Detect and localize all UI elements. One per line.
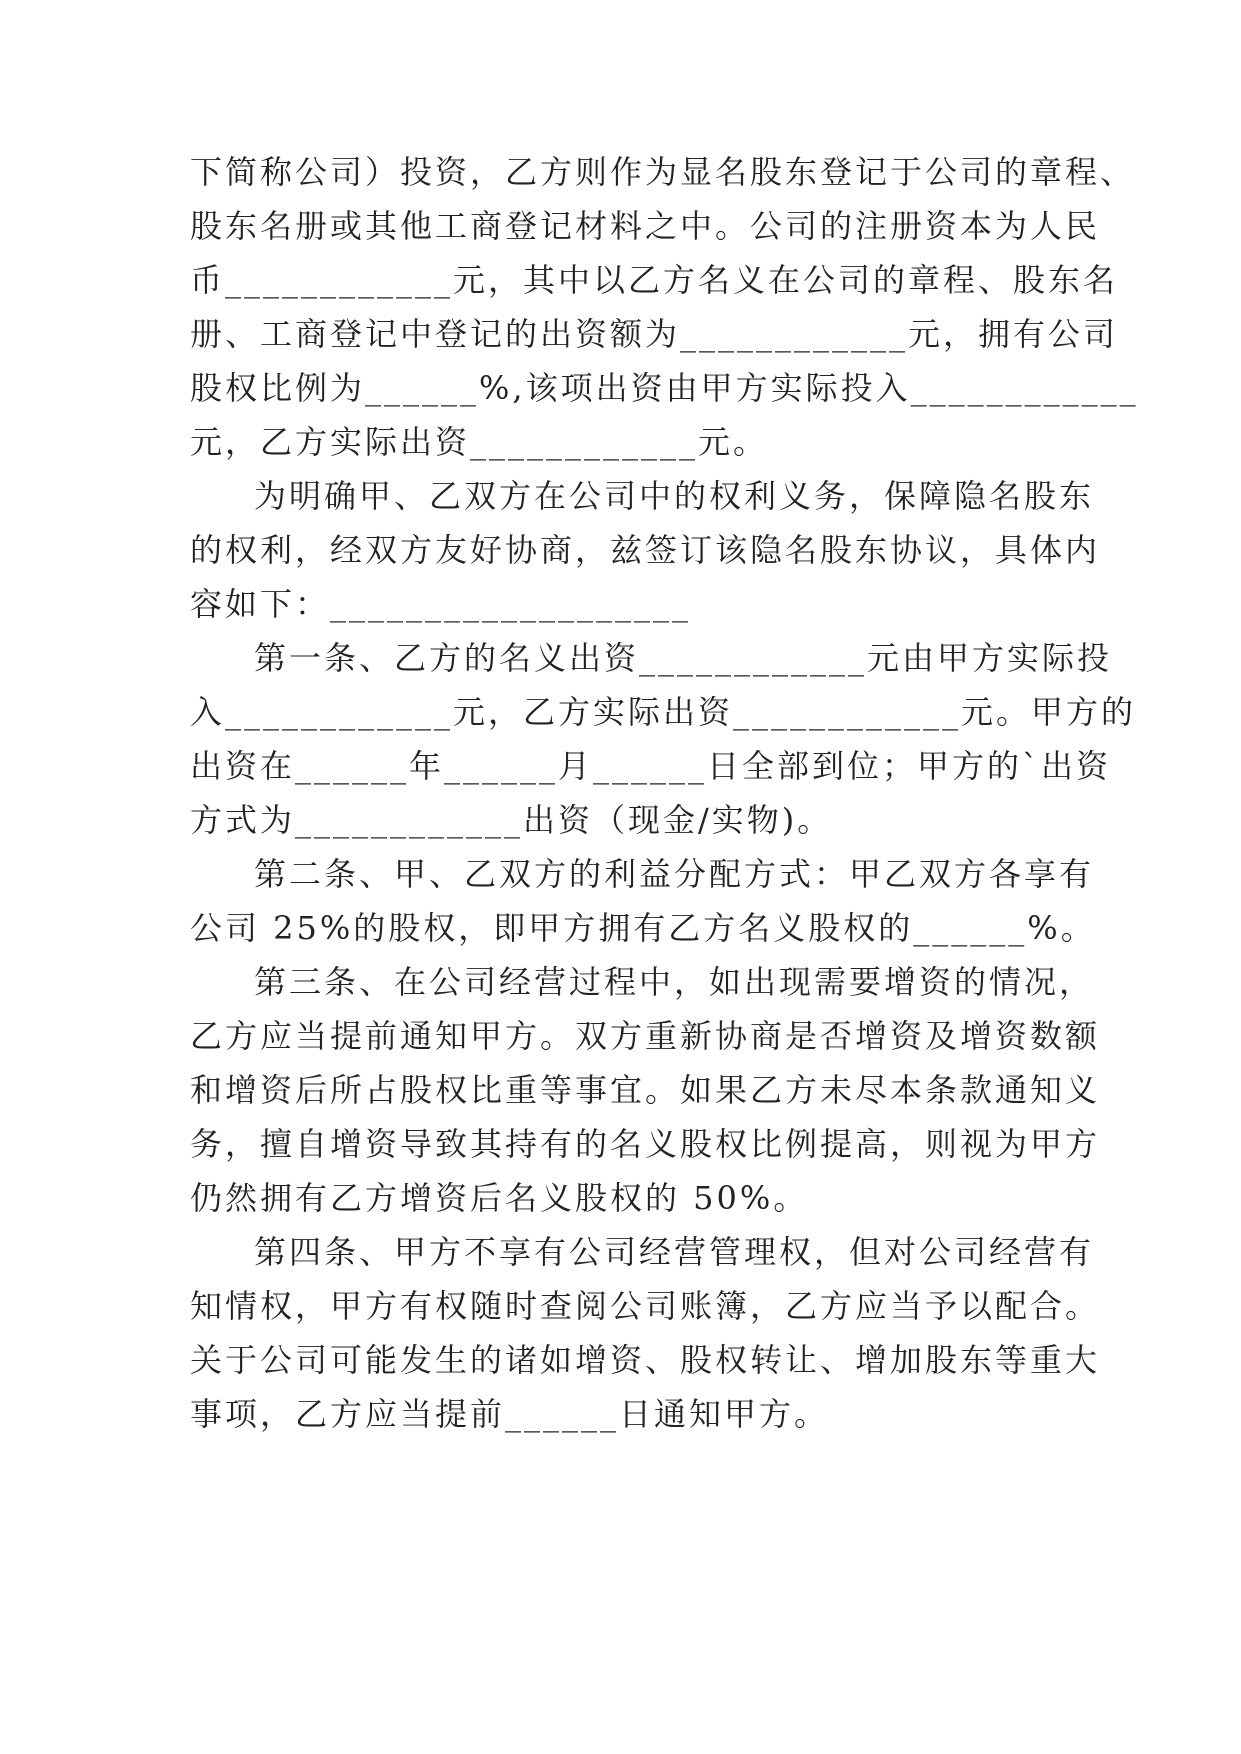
text-line: 事项，乙方应当提前______日通知甲方。 — [190, 1395, 830, 1433]
text-line: 股东名册或其他工商登记材料之中。公司的注册资本为人民 — [190, 207, 1101, 245]
paragraph-first-line: 第四条、甲方不享有公司经营管理权，但对公司经营有 — [254, 1233, 1095, 1271]
text-line: 出资在______年______月______日全部到位；甲方的`出资 — [190, 747, 1112, 785]
text-line: 和增资后所占股权比重等事宜。如果乙方未尽本条款通知义 — [190, 1071, 1101, 1109]
text-line: 的权利，经双方友好协商，兹签订该隐名股东协议，具体内 — [190, 531, 1101, 569]
text-line: 入____________元，乙方实际出资____________元。甲方的 — [190, 693, 1137, 731]
text-line: 容如下：___________________ — [190, 585, 692, 623]
text-line: 币____________元，其中以乙方名义在公司的章程、股东名 — [190, 261, 1119, 299]
text-line: 元，乙方实际出资____________元。 — [190, 423, 769, 461]
text-line: 仍然拥有乙方增资后名义股权的 50%。 — [190, 1179, 809, 1217]
paragraph-first-line: 第一条、乙方的名义出资____________元由甲方实际投 — [254, 639, 1113, 677]
paragraph-first-line: 第二条、甲、乙双方的利益分配方式：甲乙双方各享有 — [254, 855, 1095, 893]
paragraph-first-line: 为明确甲、乙双方在公司中的权利义务，保障隐名股东 — [254, 477, 1095, 515]
text-line: 知情权，甲方有权随时查阅公司账簿，乙方应当予以配合。 — [190, 1287, 1101, 1325]
text-line: 乙方应当提前通知甲方。双方重新协商是否增资及增资数额 — [190, 1017, 1101, 1055]
text-line: 册、工商登记中登记的出资额为____________元，拥有公司 — [190, 315, 1119, 353]
text-line: 下简称公司）投资，乙方则作为显名股东登记于公司的章程、 — [190, 153, 1136, 191]
text-line: 务，擅自增资导致其持有的名义股权比例提高，则视为甲方 — [190, 1125, 1101, 1163]
text-line: 方式为____________出资（现金/实物)。 — [190, 801, 833, 839]
text-line: 关于公司可能发生的诸如增资、股权转让、增加股东等重大 — [190, 1341, 1101, 1379]
paragraph-first-line: 第三条、在公司经营过程中，如出现需要增资的情况， — [254, 963, 1095, 1001]
text-line: 股权比例为______%,该项出资由甲方实际投入____________ — [190, 369, 1139, 407]
text-line: 公司 25%的股权，即甲方拥有乙方名义股权的______%。 — [190, 909, 1096, 947]
